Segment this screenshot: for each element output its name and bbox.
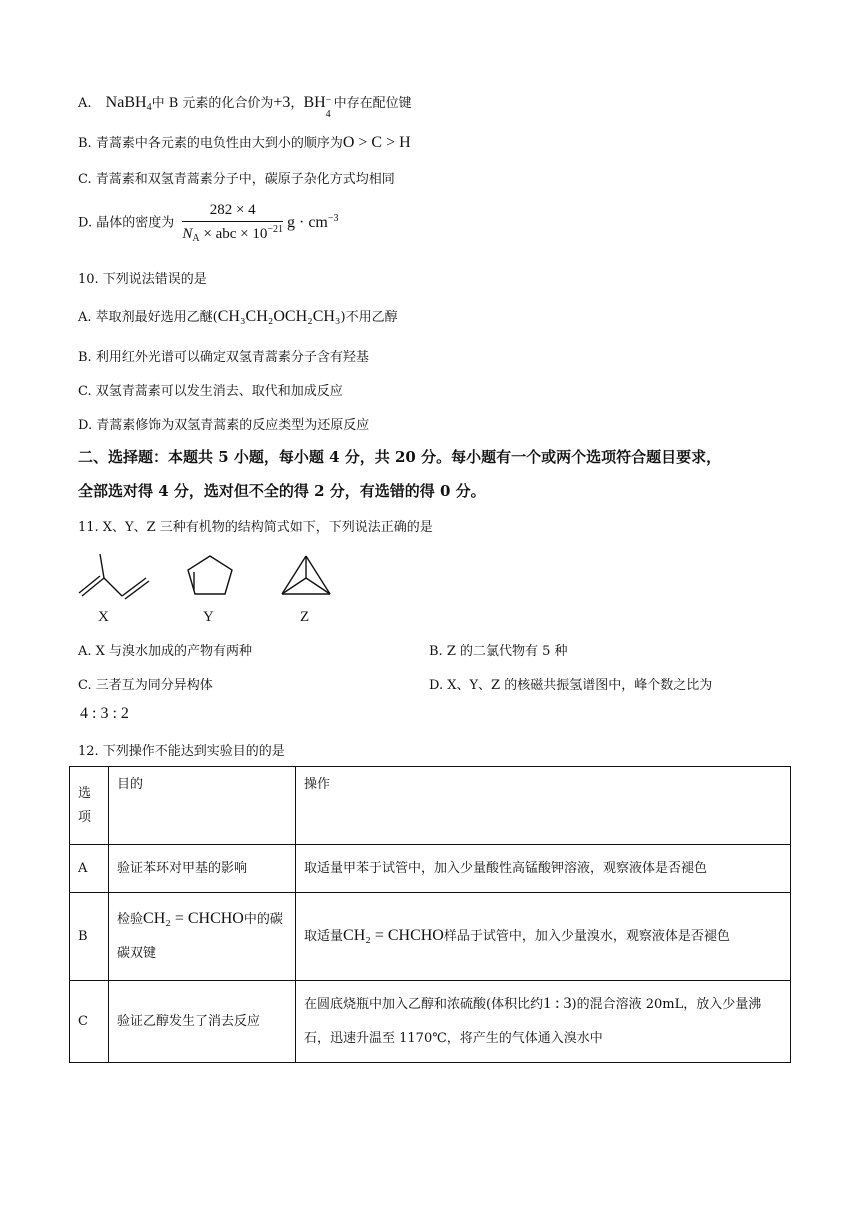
- option-text: D. 晶体的密度为: [78, 215, 175, 231]
- valence-value: +3: [273, 94, 291, 111]
- option-text: A. 萃取剂最好选用乙醚(: [78, 310, 218, 325]
- option-text: C. 青蒿素和双氢青蒿素分子中，碳原子杂化方式均相同: [78, 172, 395, 187]
- row-purpose: 验证苯环对甲基的影响: [109, 845, 296, 893]
- q10-option-b: B. 利用红外光谱可以确定双氢青蒿素分子含有羟基: [78, 350, 369, 365]
- option-text-2: 中存在配位键: [333, 96, 412, 111]
- section2-line2: 全部选对得 4 分，选对但不全的得 2 分，有选错的得 0 分。: [78, 482, 486, 500]
- q11-option-b: B. Z 的二氯代物有 5 种: [429, 644, 568, 659]
- row-option: A: [70, 845, 109, 893]
- header-operation: 操作: [296, 767, 791, 845]
- structure-y: [188, 556, 232, 594]
- q11-stem: 11. X、Y、Z 三种有机物的结构简式如下，下列说法正确的是: [78, 520, 433, 535]
- row-operation: 取适量甲苯于试管中，加入少量酸性高锰酸钾溶液，观察液体是否褪色: [296, 845, 791, 893]
- option-text: 中 B 元素的化合价为: [151, 96, 274, 111]
- q11-option-c: C. 三者互为同分异构体: [78, 678, 213, 693]
- section2-line1: 二、选择题：本题共 5 小题，每小题 4 分，共 20 分。每小题有一个或两个选项符合题目要求，: [78, 448, 722, 466]
- label-x: X: [98, 609, 109, 625]
- nabh4-formula: NaBH$_4$: [105, 94, 152, 113]
- q10-option-c: C. 双氢青蒿素可以发生消去、取代和加成反应: [78, 384, 343, 399]
- q10-stem: 10. 下列说法错误的是: [78, 272, 207, 287]
- row-purpose: 验证乙醇发生了消去反应: [109, 981, 296, 1063]
- option-text: B. 青蒿素中各元素的电负性由大到小的顺序为: [78, 136, 343, 151]
- label-z: Z: [300, 609, 310, 625]
- fraction-numerator: 282 × 4: [182, 202, 283, 222]
- row-option: B: [70, 893, 109, 981]
- header-option: 选项: [70, 767, 109, 845]
- q12-stem: 12. 下列操作不能达到实验目的的是: [78, 744, 285, 759]
- header-purpose: 目的: [109, 767, 296, 845]
- row-purpose: 检验CH₂ = CHCHO中的碳碳双键: [109, 893, 296, 981]
- option-text-2: )不用乙醇: [340, 310, 398, 325]
- structure-z: [282, 556, 330, 594]
- bh4-ion-formula: BH − 4: [303, 94, 332, 120]
- fraction-denominator: $N_A$ × abc × $10^{-21}$: [182, 224, 283, 244]
- electronegativity-order: O > C > H: [342, 134, 411, 151]
- table-row: [70, 893, 791, 981]
- q11-option-a: A. X 与溴水加成的产物有两种: [78, 644, 253, 659]
- molecular-structures: [70, 548, 370, 628]
- row-option: C: [70, 981, 109, 1063]
- q11-peak-ratio: 4 : 3 : 2: [80, 705, 129, 722]
- density-unit: $g \cdot cm^{-3}$: [287, 212, 339, 231]
- label-y: Y: [203, 609, 214, 625]
- q11-option-d: D. X、Y、Z 的核磁共振氢谱图中，峰个数之比为: [429, 678, 713, 693]
- q9-option-a: [78, 92, 412, 120]
- row-operation: 在圆底烧瓶中加入乙醇和浓硫酸(体积比约1 : 3)的混合溶液 20mL，放入少量沸石，迅速升温至 1170℃，将产生的气体通入溴水中: [296, 981, 791, 1063]
- q9-option-b: [78, 132, 411, 152]
- density-fraction: [182, 202, 283, 244]
- structure-x: [79, 554, 149, 599]
- q10-option-a: [78, 306, 398, 326]
- q9-option-c: [78, 168, 395, 187]
- experiment-table: [69, 766, 791, 1063]
- option-prefix: A.: [78, 96, 92, 111]
- q9-option-d: [78, 202, 339, 244]
- ether-formula: CH₃CH₂OCH₂CH₃: [217, 308, 341, 325]
- table-row: [70, 981, 791, 1063]
- q10-option-d: D. 青蒿素修饰为双氢青蒿素的反应类型为还原反应: [78, 418, 370, 433]
- separator: ，: [290, 96, 304, 111]
- table-header-row: [70, 767, 791, 845]
- row-operation: 取适量CH₂ = CHCHO样品于试管中，加入少量溴水，观察液体是否褪色: [296, 893, 791, 981]
- table-row: [70, 845, 791, 893]
